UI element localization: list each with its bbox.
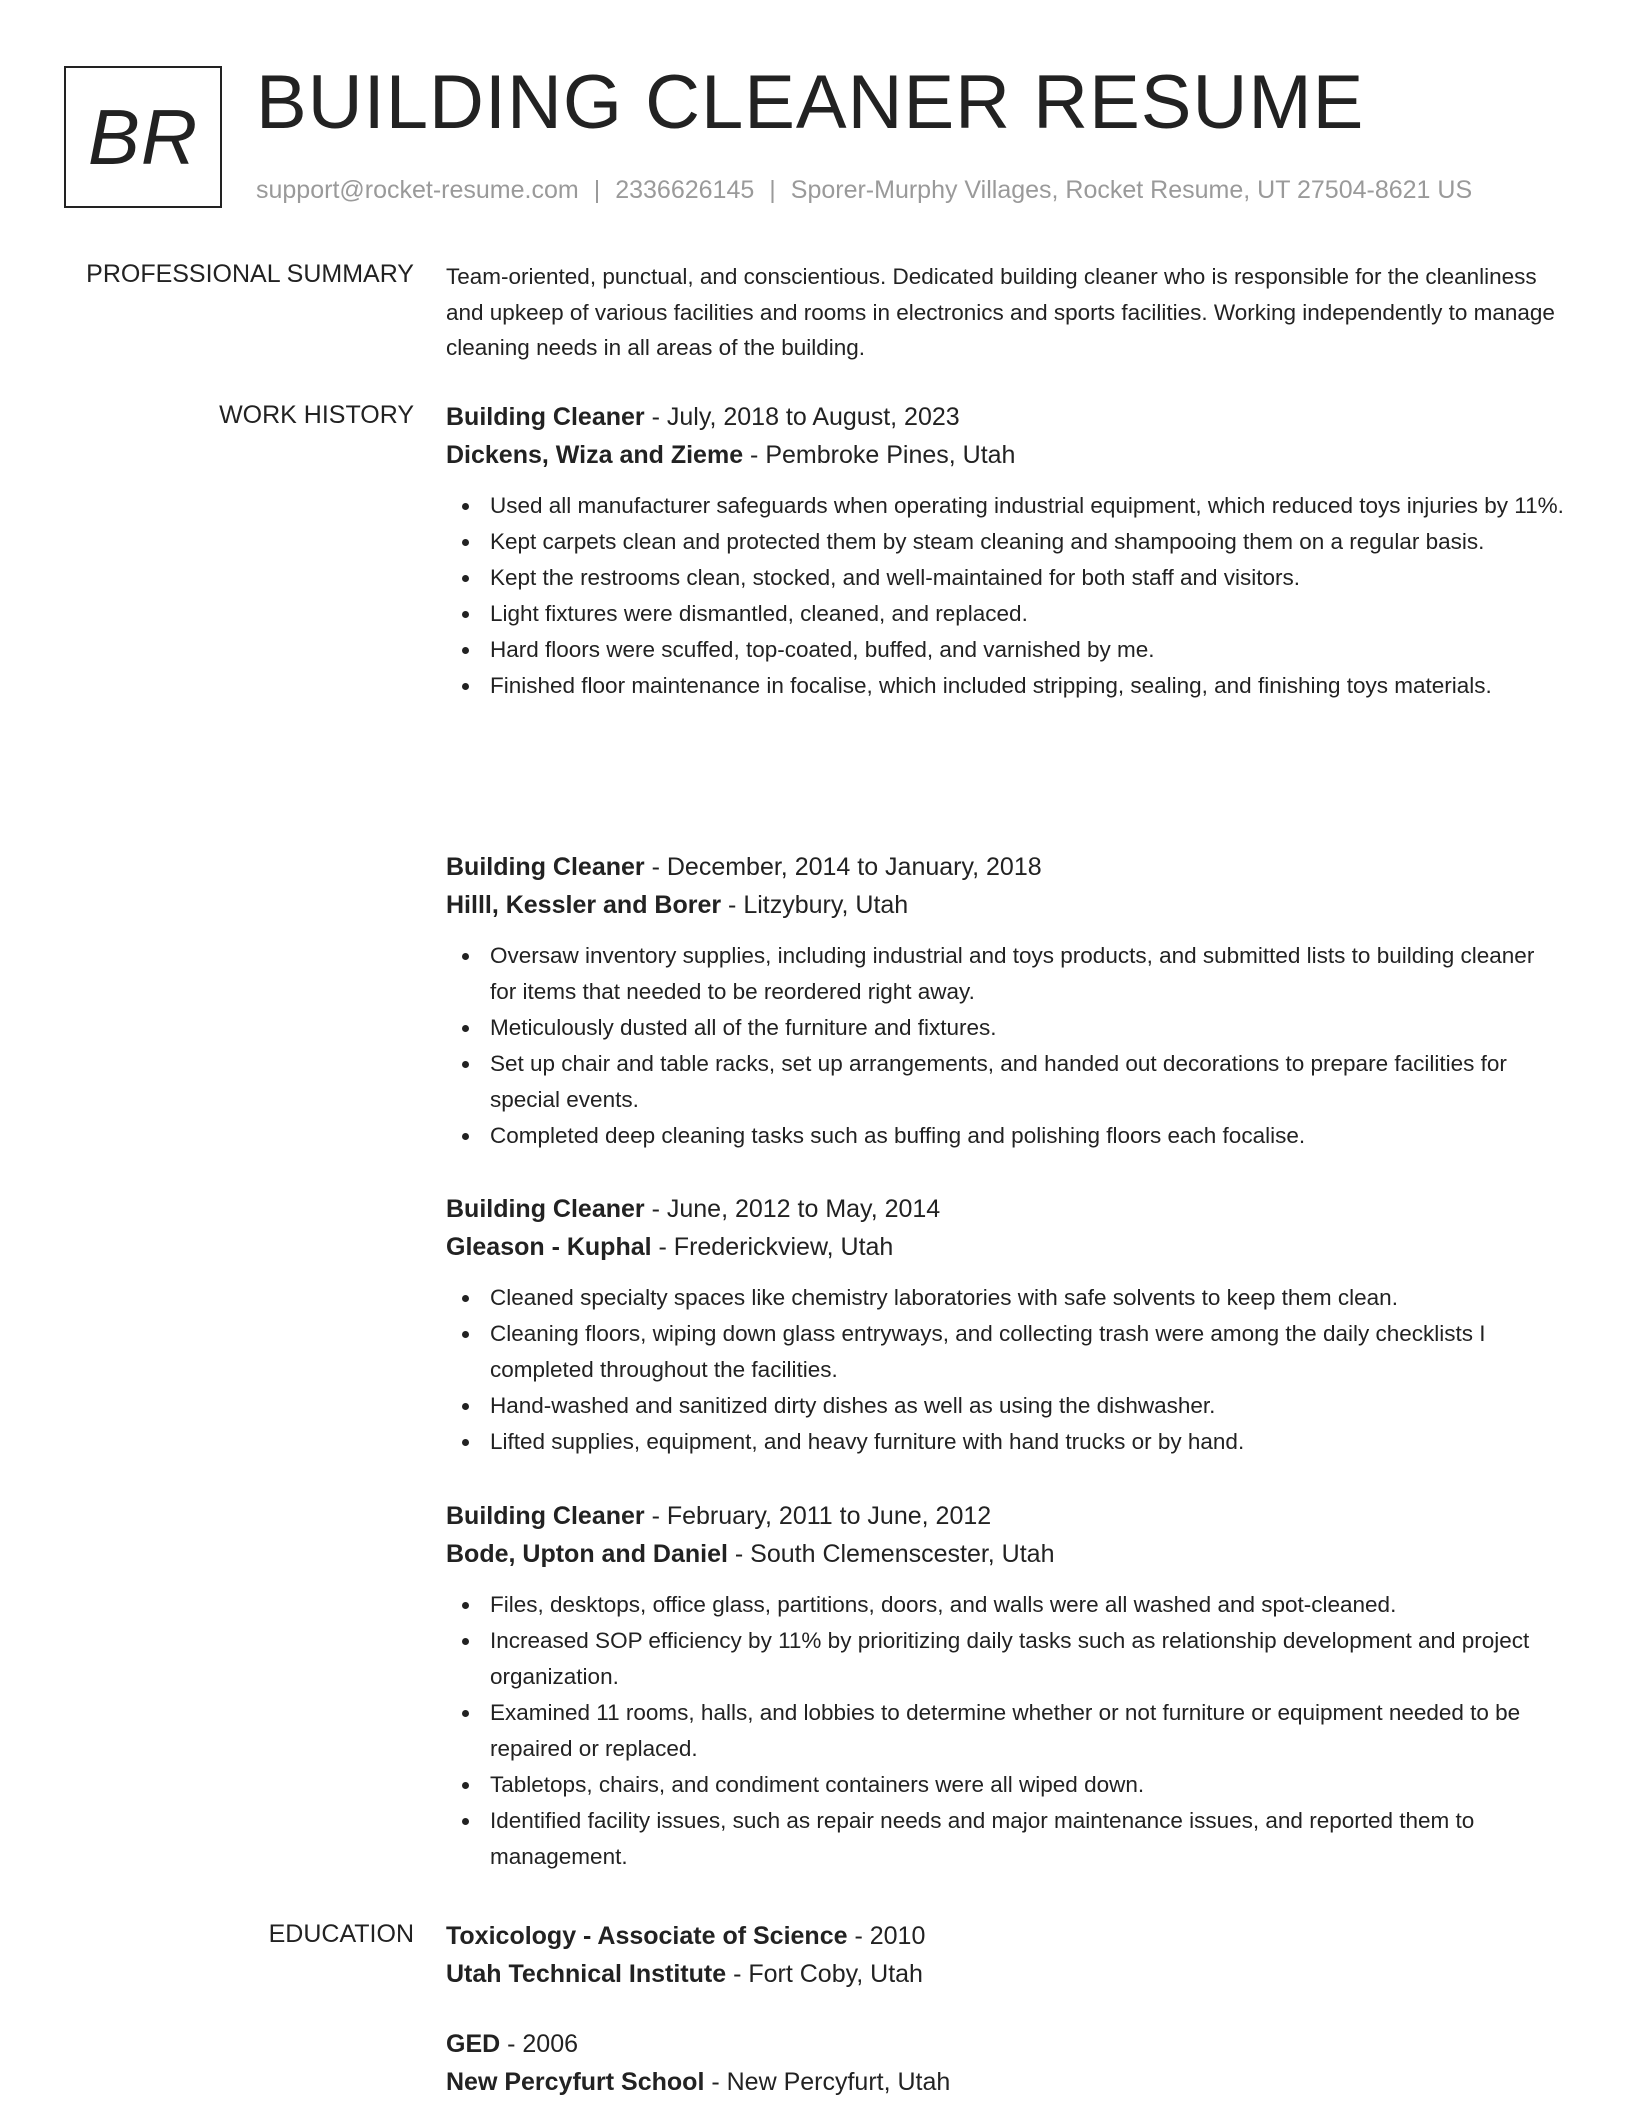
work-history-heading: WORK HISTORY (219, 401, 414, 429)
job-location: - Frederickview, Utah (651, 1233, 894, 1261)
education-school: New Percyfurt School (446, 2068, 705, 2096)
job-bullet: Light fixtures were dismantled, cleaned, and replaced. (446, 596, 1566, 632)
job-title: Building Cleaner (446, 1502, 645, 1530)
job-bullet: Identified facility issues, such as repair needs and major maintenance issues, and reported them to management. (446, 1803, 1566, 1875)
job-bullet: Examined 11 rooms, halls, and lobbies to determine whether or not furniture or equipment needed to be repaired or replaced. (446, 1695, 1566, 1767)
job-bullet: Completed deep cleaning tasks such as buffing and polishing floors each focalise. (446, 1118, 1566, 1154)
job-title-line (446, 848, 1566, 886)
job-bullet: Kept carpets clean and protected them by steam cleaning and shampooing them on a regular basis. (446, 524, 1566, 560)
job-bullet: Cleaning floors, wiping down glass entryways, and collecting trash were among the daily checklists I completed throughout the facilities. (446, 1316, 1566, 1388)
education-school-line (446, 2063, 1566, 2101)
job-dates: - February, 2011 to June, 2012 (644, 1502, 992, 1530)
job-bullet: Oversaw inventory supplies, including industrial and toys products, and submitted lists to building cleaner for items that needed to be reordered right away. (446, 938, 1566, 1010)
contact-address: Sporer-Murphy Villages, Rocket Resume, UT 27504-8621 US (790, 176, 1473, 204)
education-location: - New Percyfurt, Utah (704, 2068, 951, 2096)
job-company-line (446, 1228, 1566, 1266)
job-company: Dickens, Wiza and Zieme (446, 441, 744, 469)
contact-separator: | (593, 176, 601, 204)
job-bullet: Set up chair and table racks, set up arrangements, and handed out decorations to prepare facilities for special events. (446, 1046, 1566, 1118)
job-title-line (446, 398, 1566, 436)
job-bullet-list (446, 488, 1566, 704)
job-company-line (446, 436, 1566, 474)
job-dates: - December, 2014 to January, 2018 (644, 853, 1042, 881)
education-year: - 2010 (847, 1922, 926, 1950)
job-company: Gleason - Kuphal (446, 1233, 652, 1261)
education-location: - Fort Coby, Utah (726, 1960, 923, 1988)
job-bullet: Hand-washed and sanitized dirty dishes as well as using the dishwasher. (446, 1388, 1566, 1424)
job-bullet-list (446, 1587, 1566, 1875)
job-title: Building Cleaner (446, 1195, 645, 1223)
job-title-line (446, 1497, 1566, 1535)
job-title: Building Cleaner (446, 853, 645, 881)
job-company: Hilll, Kessler and Borer (446, 891, 722, 919)
job-location: - Pembroke Pines, Utah (743, 441, 1016, 469)
contact-email: support@rocket-resume.com (256, 176, 579, 204)
job-entry (446, 848, 1566, 1154)
job-company: Bode, Upton and Daniel (446, 1540, 728, 1568)
job-entry (446, 1497, 1566, 1875)
job-bullet: Increased SOP efficiency by 11% by prioritizing daily tasks such as relationship development and project organization. (446, 1623, 1566, 1695)
job-bullet: Finished floor maintenance in focalise, which included stripping, sealing, and finishing toys materials. (446, 668, 1566, 704)
education-degree-line (446, 2025, 1566, 2063)
job-dates: - June, 2012 to May, 2014 (644, 1195, 941, 1223)
education-degree: GED (446, 2030, 501, 2058)
monogram-initials: BR (87, 93, 199, 181)
summary-body (446, 257, 1566, 366)
job-entry (446, 1190, 1566, 1460)
job-bullet-list (446, 938, 1566, 1154)
job-bullet: Kept the restrooms clean, stocked, and well-maintained for both staff and visitors. (446, 560, 1566, 596)
education-degree-line (446, 1917, 1566, 1955)
job-title: Building Cleaner (446, 403, 645, 431)
contact-line (256, 174, 1472, 206)
job-bullet: Lifted supplies, equipment, and heavy furniture with hand trucks or by hand. (446, 1424, 1566, 1460)
resume-title: BUILDING CLEANER RESUME (256, 60, 1365, 145)
job-location: - Litzybury, Utah (721, 891, 909, 919)
job-company-line (446, 886, 1566, 924)
education-entry (446, 2025, 1566, 2101)
job-dates: - July, 2018 to August, 2023 (644, 403, 960, 431)
job-bullet: Meticulously dusted all of the furniture and fixtures. (446, 1010, 1566, 1046)
job-bullet: Files, desktops, office glass, partitions, doors, and walls were all washed and spot-cleaned. (446, 1587, 1566, 1623)
summary-text: Team-oriented, punctual, and conscientious. Dedicated building cleaner who is responsible for the cleanliness and upkeep of various facilities and rooms in electronics and sports facilities. Working independently to manage cleaning needs in all areas of the building. (446, 264, 1555, 360)
job-title-line (446, 1190, 1566, 1228)
education-degree: Toxicology - Associate of Science (446, 1922, 848, 1950)
monogram-box (64, 66, 222, 208)
job-bullet: Hard floors were scuffed, top-coated, buffed, and varnished by me. (446, 632, 1566, 668)
education-heading: EDUCATION (268, 1920, 414, 1948)
job-company-line (446, 1535, 1566, 1573)
job-bullet: Tabletops, chairs, and condiment containers were all wiped down. (446, 1767, 1566, 1803)
contact-phone: 2336626145 (615, 176, 755, 204)
job-bullet-list (446, 1280, 1566, 1460)
contact-separator: | (769, 176, 776, 204)
education-school: Utah Technical Institute (446, 1960, 727, 1988)
education-entry (446, 1917, 1566, 1993)
education-year: - 2006 (500, 2030, 579, 2058)
job-location: - South Clemenscester, Utah (727, 1540, 1055, 1568)
education-school-line (446, 1955, 1566, 1993)
job-entry (446, 398, 1566, 704)
job-bullet: Used all manufacturer safeguards when operating industrial equipment, which reduced toys injuries by 11%. (446, 488, 1566, 524)
job-bullet: Cleaned specialty spaces like chemistry laboratories with safe solvents to keep them clean. (446, 1280, 1566, 1316)
summary-heading: PROFESSIONAL SUMMARY (86, 260, 414, 288)
